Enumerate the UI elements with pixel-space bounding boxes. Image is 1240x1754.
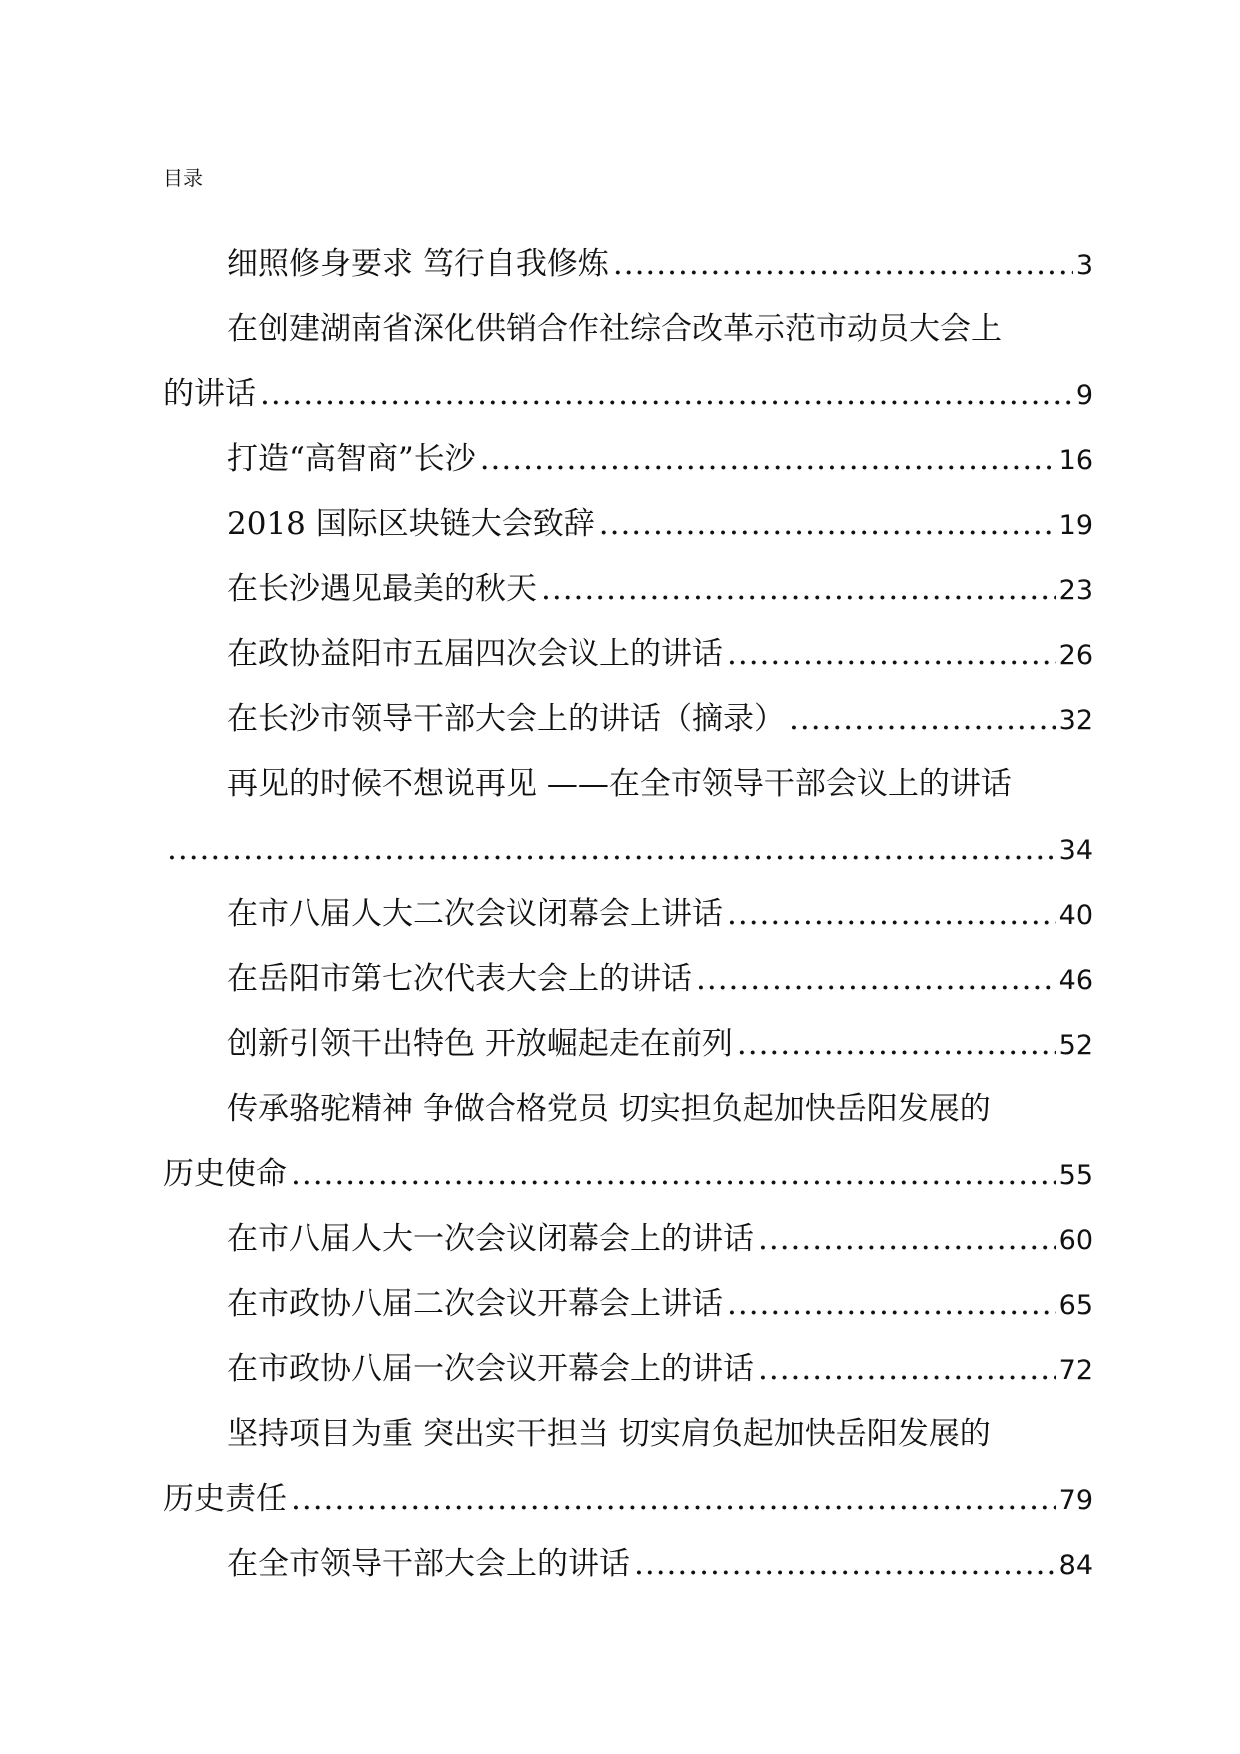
toc-heading: 目录 bbox=[163, 166, 203, 190]
toc-entry[interactable] bbox=[163, 687, 1093, 752]
toc-entry-title: 在市八届人大二次会议闭幕会上讲话 bbox=[227, 896, 723, 932]
toc-entry-title: 2018 国际区块链大会致辞 bbox=[227, 506, 595, 542]
toc-entry-title: 在长沙遇见最美的秋天 bbox=[227, 571, 537, 607]
toc-entry-page: 16 bbox=[1058, 445, 1093, 476]
dot-leader bbox=[727, 622, 1056, 687]
dot-leader bbox=[541, 557, 1056, 622]
toc-entry-title: 打造“高智商”长沙 bbox=[227, 441, 476, 477]
toc-entry-title-continuation: 历史使命 bbox=[163, 1156, 287, 1192]
toc-entry-page: 26 bbox=[1058, 640, 1093, 671]
toc-entry-page: 72 bbox=[1058, 1355, 1093, 1386]
toc-entry-page: 40 bbox=[1058, 900, 1093, 931]
toc-entry[interactable] bbox=[163, 1467, 1093, 1532]
dot-leader bbox=[737, 1012, 1056, 1077]
dot-leader bbox=[480, 427, 1056, 492]
toc-entry-page: 19 bbox=[1058, 510, 1093, 541]
dot-leader bbox=[260, 362, 1073, 427]
dot-leader bbox=[789, 687, 1056, 752]
toc-entry[interactable] bbox=[163, 882, 1093, 947]
dot-leader bbox=[727, 1272, 1056, 1337]
toc-entry-title: 在政协益阳市五届四次会议上的讲话 bbox=[227, 636, 723, 672]
dot-leader bbox=[696, 947, 1056, 1012]
toc-entry-page: 55 bbox=[1058, 1160, 1093, 1191]
toc-entry-title: 传承骆驼精神 争做合格党员 切实担负起加快岳阳发展的 bbox=[227, 1091, 991, 1127]
toc-entry-page: 65 bbox=[1058, 1290, 1093, 1321]
toc-entry-page: 3 bbox=[1075, 250, 1093, 281]
toc-entry-title: 在市政协八届一次会议开幕会上的讲话 bbox=[227, 1351, 754, 1387]
toc-entry[interactable] bbox=[163, 1012, 1093, 1077]
toc-entry[interactable] bbox=[163, 557, 1093, 622]
dot-leader bbox=[634, 1532, 1056, 1597]
toc-entry-page: 23 bbox=[1058, 575, 1093, 606]
toc-entry-title-continuation: 的讲话 bbox=[163, 376, 256, 412]
toc-entry-page: 79 bbox=[1058, 1485, 1093, 1516]
dot-leader bbox=[291, 1142, 1056, 1207]
dot-leader bbox=[167, 817, 1056, 882]
toc-entry-title: 在创建湖南省深化供销合作社综合改革示范市动员大会上 bbox=[227, 311, 1002, 347]
toc-entry-title: 创新引领干出特色 开放崛起走在前列 bbox=[227, 1026, 733, 1062]
toc-entry-page: 9 bbox=[1075, 380, 1093, 411]
toc-entry-page: 46 bbox=[1058, 965, 1093, 996]
toc-entry[interactable] bbox=[163, 1532, 1093, 1597]
toc-entry-title: 坚持项目为重 突出实干担当 切实肩负起加快岳阳发展的 bbox=[227, 1416, 991, 1452]
toc-entry-page: 60 bbox=[1058, 1225, 1093, 1256]
toc-entry[interactable] bbox=[163, 817, 1093, 882]
dot-leader bbox=[613, 232, 1073, 297]
toc-entry-page: 32 bbox=[1058, 705, 1093, 736]
toc-entry-title: 在全市领导干部大会上的讲话 bbox=[227, 1546, 630, 1582]
dot-leader bbox=[599, 492, 1056, 557]
toc-entry[interactable] bbox=[163, 1207, 1093, 1272]
toc-entry[interactable] bbox=[163, 1142, 1093, 1207]
toc-entry-title: 在长沙市领导干部大会上的讲话（摘录） bbox=[227, 701, 785, 737]
dot-leader bbox=[727, 882, 1056, 947]
toc-entry-page: 84 bbox=[1058, 1550, 1093, 1581]
toc-entry[interactable] bbox=[163, 622, 1093, 687]
toc-entry[interactable] bbox=[163, 1337, 1093, 1402]
toc-entry-title: 在岳阳市第七次代表大会上的讲话 bbox=[227, 961, 692, 997]
toc-entry[interactable] bbox=[163, 232, 1093, 297]
toc-entry-title-first-line[interactable] bbox=[163, 297, 1093, 362]
toc-entry[interactable] bbox=[163, 362, 1093, 427]
toc-entry[interactable] bbox=[163, 492, 1093, 557]
toc-entry-title: 在市八届人大一次会议闭幕会上的讲话 bbox=[227, 1221, 754, 1257]
table-of-contents bbox=[163, 232, 1093, 1597]
toc-entry-title: 在市政协八届二次会议开幕会上讲话 bbox=[227, 1286, 723, 1322]
toc-entry-title-continuation: 历史责任 bbox=[163, 1481, 287, 1517]
dot-leader bbox=[291, 1467, 1056, 1532]
toc-entry-page: 34 bbox=[1058, 835, 1093, 866]
toc-entry-title: 细照修身要求 笃行自我修炼 bbox=[227, 246, 609, 282]
toc-entry[interactable] bbox=[163, 947, 1093, 1012]
toc-entry-title-first-line[interactable] bbox=[163, 752, 1093, 817]
dot-leader bbox=[758, 1207, 1056, 1272]
toc-entry[interactable] bbox=[163, 1272, 1093, 1337]
dot-leader bbox=[758, 1337, 1056, 1402]
toc-entry-title: 再见的时候不想说再见 ——在全市领导干部会议上的讲话 bbox=[227, 766, 1012, 802]
toc-entry-title-first-line[interactable] bbox=[163, 1402, 1093, 1467]
toc-entry[interactable] bbox=[163, 427, 1093, 492]
toc-entry-title-first-line[interactable] bbox=[163, 1077, 1093, 1142]
toc-entry-page: 52 bbox=[1058, 1030, 1093, 1061]
